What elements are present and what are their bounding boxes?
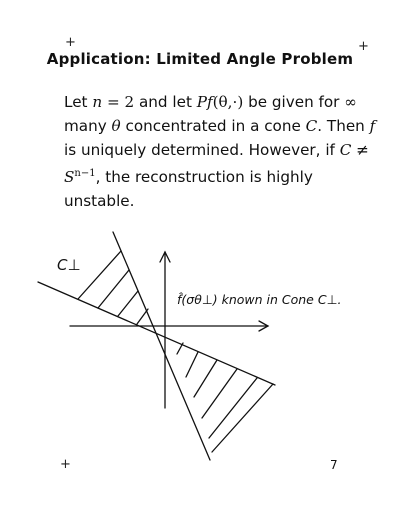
math-superscript: n−1 [74,168,96,179]
registration-mark-top-right: + [358,39,369,54]
math-c: C [339,141,352,159]
text: , the reconstruction is highly unstable. [64,168,313,211]
cone-boundary-steep [113,232,210,460]
text: many [64,117,112,135]
registration-mark-bottom-left: + [60,457,71,472]
math-neq: ≠ [351,141,369,159]
page-number: 7 [330,458,338,472]
math-infinity: ∞ [344,93,357,111]
text: be given for [243,93,345,111]
text: concentrated in a cone [120,117,306,135]
registration-mark-top-left: + [65,35,76,50]
math-eq: = 2 [102,93,135,111]
math-s: S [64,168,75,187]
math-f: f [369,117,376,135]
cone-label-c-perp: C⊥ [57,256,81,274]
math-c: C [305,117,318,135]
math-pf: Pf [196,93,213,111]
slide-title: Application: Limited Angle Problem [46,50,354,68]
diagram-annotation: f̂(σθ⊥) known in Cone C⊥. [177,292,342,307]
text: . Then [317,117,370,135]
text: is uniquely determined. However, if [64,141,340,159]
hatching-upper-left [78,251,148,324]
math-args: (θ,·) [212,93,244,111]
math-theta: θ [111,117,121,135]
text: Let [64,93,93,111]
text: and let [134,93,197,111]
math-n: n [92,93,103,111]
hatching-lower-right [177,343,273,452]
